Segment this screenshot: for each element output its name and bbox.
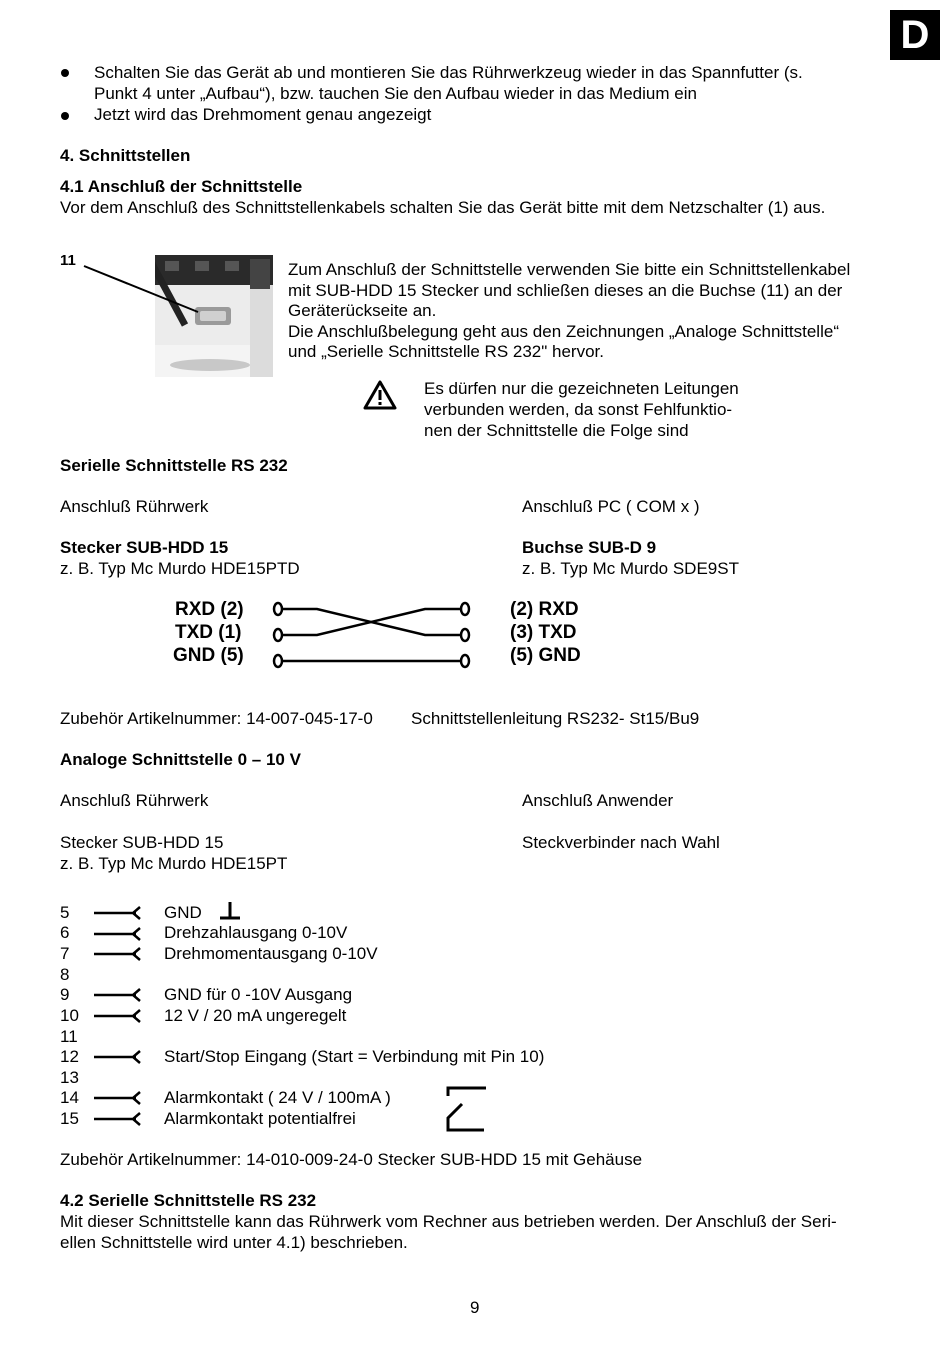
pin-number: 7 [60, 944, 70, 963]
intro-line: und „Serielle Schnittstelle RS 232" hervor. [288, 342, 604, 361]
bullet-text: Schalten Sie das Gerät ab und montieren Sie das Rührwerkzeug wieder in das Spannfutter (s. [94, 63, 803, 82]
pin-label: GND für 0 -10V Ausgang [164, 985, 353, 1004]
analog-right-plug: Steckverbinder nach Wahl [522, 833, 720, 852]
section-4-1-text: Vor dem Anschluß des Schnittstellenkabels schalten Sie das Gerät bitte mit dem Netzschalter (1) aus. [60, 198, 826, 217]
switch-contact-icon [444, 1082, 488, 1134]
analog-left-connection: Anschluß Rührwerk [60, 791, 209, 810]
bullet-icon [61, 112, 69, 120]
callout-line [80, 260, 200, 320]
rs232-right-signal-gnd: (5) GND [510, 645, 581, 666]
section-4-heading: 4. Schnittstellen [60, 146, 191, 165]
intro-line: Zum Anschluß der Schnittstelle verwenden Sie bitte ein Schnittstellenkabel [288, 260, 851, 279]
ground-icon [218, 900, 242, 922]
section-4-2-text: Mit dieser Schnittstelle kann das Rührwerk vom Rechner aus betrieben werden. Der Anschluß der Seri- [60, 1212, 837, 1231]
rs232-right-connection: Anschluß PC ( COM x ) [522, 497, 700, 516]
pin-number: 9 [60, 985, 70, 1004]
analog-right-connection: Anschluß Anwender [522, 791, 674, 810]
rs232-right-signal-rxd: (2) RXD [510, 599, 579, 620]
pin-label: Drehzahlausgang 0-10V [164, 923, 348, 942]
rs232-heading: Serielle Schnittstelle RS 232 [60, 456, 288, 475]
warning-line: nen der Schnittstelle die Folge sind [424, 421, 689, 440]
pin-number: 5 [60, 903, 70, 922]
pin-number: 14 [60, 1088, 79, 1107]
pin-number: 12 [60, 1047, 79, 1066]
intro-line: mit SUB-HDD 15 Stecker und schließen dieses an die Buchse (11) an der [288, 281, 843, 300]
analog-left-plug: Stecker SUB-HDD 15 [60, 833, 224, 852]
pin-label: 12 V / 20 mA ungeregelt [164, 1006, 347, 1025]
section-4-1-heading: 4.1 Anschluß der Schnittstelle [60, 177, 303, 196]
page-number: 9 [470, 1298, 480, 1317]
pin-connector-symbols [90, 900, 150, 1130]
photo-callout-label: 11 [60, 252, 76, 269]
rs232-left-signal-gnd: GND (5) [173, 645, 244, 666]
pin-label: Alarmkontakt ( 24 V / 100mA ) [164, 1088, 391, 1107]
rs232-left-signal-rxd: RXD (2) [175, 599, 244, 620]
bullet-icon [61, 69, 69, 77]
analog-left-type: z. B. Typ Mc Murdo HDE15PT [60, 854, 288, 873]
intro-line: Die Anschlußbelegung geht aus den Zeichnungen „Analoge Schnittstelle“ [288, 322, 839, 341]
rs232-left-type: z. B. Typ Mc Murdo HDE15PTD [60, 559, 300, 578]
pin-label: Start/Stop Eingang (Start = Verbindung mit Pin 10) [164, 1047, 545, 1066]
rs232-right-type: z. B. Typ Mc Murdo SDE9ST [522, 559, 739, 578]
pin-label: Drehmomentausgang 0-10V [164, 944, 378, 963]
rs232-left-signal-txd: TXD (1) [175, 622, 242, 643]
warning-triangle-icon [363, 380, 397, 410]
section-4-2-heading: 4.2 Serielle Schnittstelle RS 232 [60, 1191, 317, 1210]
pin-number: 6 [60, 923, 70, 942]
pin-number: 15 [60, 1109, 79, 1128]
pin-number: 10 [60, 1006, 79, 1025]
pin-number: 13 [60, 1068, 79, 1087]
rs232-accessory-description: Schnittstellenleitung RS232- St15/Bu9 [411, 709, 700, 728]
pin-number: 8 [60, 965, 70, 984]
analog-accessory-number: Zubehör Artikelnummer: 14-010-009-24-0 Stecker SUB-HDD 15 mit Gehäuse [60, 1150, 643, 1169]
rs232-left-plug: Stecker SUB-HDD 15 [60, 538, 229, 557]
analog-heading: Analoge Schnittstelle 0 – 10 V [60, 750, 301, 769]
rs232-right-signal-txd: (3) TXD [510, 622, 577, 643]
rs232-wiring-diagram [265, 595, 495, 675]
pin-label: GND [164, 903, 202, 922]
language-tab: D [890, 10, 940, 60]
rs232-right-plug: Buchse SUB-D 9 [522, 538, 657, 557]
rs232-accessory-number: Zubehör Artikelnummer: 14-007-045-17-0 [60, 709, 373, 728]
pin-label: Alarmkontakt potentialfrei [164, 1109, 356, 1128]
warning-line: Es dürfen nur die gezeichneten Leitungen [424, 379, 739, 398]
warning-line: verbunden werden, da sonst Fehlfunktio- [424, 400, 733, 419]
intro-line: Geräterückseite an. [288, 301, 437, 320]
pin-number: 11 [60, 1027, 78, 1046]
section-4-2-text-continued: ellen Schnittstelle wird unter 4.1) beschrieben. [60, 1233, 408, 1252]
bullet-text: Jetzt wird das Drehmoment genau angezeigt [94, 105, 432, 124]
bullet-text-continued: Punkt 4 unter „Aufbau“), bzw. tauchen Sie den Aufbau wieder in das Medium ein [94, 84, 697, 103]
rs232-left-connection: Anschluß Rührwerk [60, 497, 209, 516]
